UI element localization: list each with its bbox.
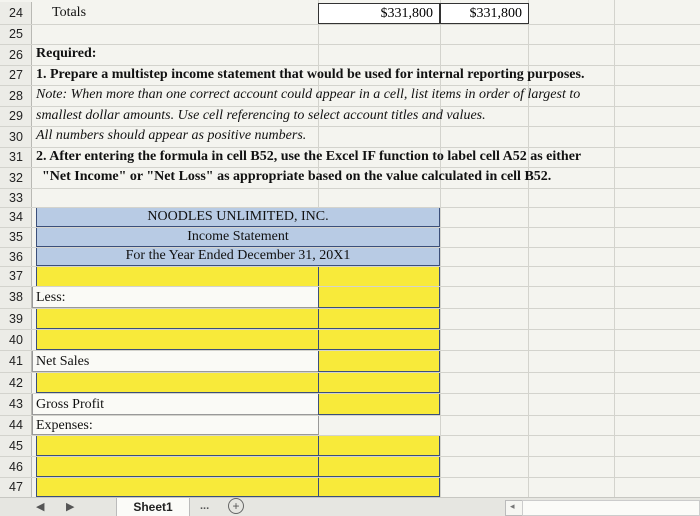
note-line-1[interactable]: Note: When more than one correct account could appear in a cell, list items in order of largest to bbox=[36, 87, 581, 102]
input-cell-b41[interactable] bbox=[318, 350, 440, 372]
row-33[interactable] bbox=[0, 188, 700, 207]
totals-debit-cell[interactable]: $331,800 bbox=[318, 3, 440, 24]
row-divider bbox=[0, 188, 700, 189]
input-cell-b37[interactable] bbox=[318, 266, 440, 287]
row-number[interactable]: 37 bbox=[0, 266, 32, 286]
row-number[interactable]: 41 bbox=[0, 350, 32, 372]
row-35[interactable] bbox=[0, 227, 700, 247]
row-number[interactable]: 32 bbox=[0, 167, 32, 188]
row-number[interactable]: 46 bbox=[0, 456, 32, 477]
row-number[interactable]: 28 bbox=[0, 85, 32, 106]
less-label: Less: bbox=[36, 290, 66, 305]
instruction-1[interactable]: 1. Prepare a multistep income statement that would be used for internal reporting purposes. bbox=[36, 67, 585, 82]
label-cell-a43[interactable] bbox=[32, 393, 319, 415]
input-cell-b47[interactable] bbox=[318, 477, 440, 497]
input-cell-b42[interactable] bbox=[318, 372, 440, 393]
row-number[interactable]: 34 bbox=[0, 207, 32, 227]
row-number[interactable]: 38 bbox=[0, 286, 32, 308]
row-number[interactable]: 26 bbox=[0, 44, 32, 65]
row-34[interactable] bbox=[0, 207, 700, 227]
horizontal-scrollbar[interactable] bbox=[522, 500, 700, 516]
row-number[interactable]: 40 bbox=[0, 329, 32, 350]
chevron-left-icon: ◂ bbox=[510, 501, 515, 511]
label-cell-a38[interactable] bbox=[32, 286, 319, 308]
instruction-2[interactable]: 2. After entering the formula in cell B52, use the Excel IF function to label cell A52 as either bbox=[36, 149, 582, 164]
row-number[interactable]: 31 bbox=[0, 147, 32, 167]
expenses-label: Expenses: bbox=[36, 418, 93, 433]
row-divider bbox=[0, 106, 700, 107]
row-divider bbox=[0, 247, 700, 248]
row-number[interactable]: 25 bbox=[0, 24, 32, 44]
row-divider bbox=[0, 147, 700, 148]
note-line-3[interactable]: All numbers should appear as positive numbers. bbox=[36, 128, 307, 143]
instruction-2-continued[interactable]: "Net Income" or "Net Loss" as appropriate based on the value calculated in cell B52. bbox=[42, 169, 552, 184]
row-number[interactable]: 33 bbox=[0, 188, 32, 207]
row-divider bbox=[0, 24, 700, 25]
label-cell-a41[interactable] bbox=[32, 350, 319, 372]
scroll-left-icon[interactable]: ◀ bbox=[36, 501, 45, 513]
input-cell-b40[interactable] bbox=[318, 329, 440, 350]
row-number[interactable]: 36 bbox=[0, 247, 32, 266]
row-divider bbox=[0, 456, 700, 457]
row-31[interactable] bbox=[0, 147, 700, 167]
row-32[interactable] bbox=[0, 167, 700, 188]
sheet-tab-bar bbox=[0, 497, 700, 516]
row-divider bbox=[0, 393, 700, 394]
scroll-right-icon[interactable]: ▶ bbox=[66, 501, 75, 513]
more-sheets-icon[interactable]: ... bbox=[200, 500, 210, 512]
row-29[interactable] bbox=[0, 106, 700, 126]
row-26[interactable] bbox=[0, 44, 700, 65]
row-25[interactable] bbox=[0, 24, 700, 44]
row-30[interactable] bbox=[0, 126, 700, 147]
row-divider bbox=[0, 207, 700, 208]
required-heading[interactable]: Required: bbox=[36, 46, 97, 61]
input-cell-b43[interactable] bbox=[318, 393, 440, 415]
row-divider bbox=[0, 477, 700, 478]
row-number[interactable]: 30 bbox=[0, 126, 32, 147]
input-cell-b45[interactable] bbox=[318, 435, 440, 456]
input-cell-b39[interactable] bbox=[318, 308, 440, 329]
row-number[interactable]: 44 bbox=[0, 415, 32, 435]
row-number[interactable]: 45 bbox=[0, 435, 32, 456]
input-cell-a37[interactable] bbox=[36, 266, 319, 287]
row-number[interactable]: 39 bbox=[0, 308, 32, 329]
row-divider bbox=[0, 350, 700, 351]
input-cell-a45[interactable] bbox=[36, 435, 319, 456]
statement-title: Income Statement bbox=[187, 229, 289, 244]
row-divider bbox=[0, 329, 700, 330]
input-cell-a40[interactable] bbox=[36, 329, 319, 350]
statement-period: For the Year Ended December 31, 20X1 bbox=[125, 248, 351, 263]
row-divider bbox=[0, 126, 700, 127]
row-24[interactable] bbox=[0, 2, 700, 24]
row-divider bbox=[0, 286, 700, 287]
input-cell-a39[interactable] bbox=[36, 308, 319, 329]
input-cell-a46[interactable] bbox=[36, 456, 319, 477]
row-divider bbox=[0, 65, 700, 66]
input-cell-a42[interactable] bbox=[36, 372, 319, 393]
input-cell-b46[interactable] bbox=[318, 456, 440, 477]
row-number[interactable]: 47 bbox=[0, 477, 32, 497]
row-divider bbox=[0, 415, 700, 416]
row-divider bbox=[0, 308, 700, 309]
note-line-2[interactable]: smallest dollar amounts. Use cell referencing to select account titles and values. bbox=[36, 108, 486, 123]
sheet-tab-sheet1[interactable]: Sheet1 bbox=[116, 498, 190, 516]
row-divider bbox=[0, 44, 700, 45]
row-divider bbox=[0, 85, 700, 86]
label-cell-a44[interactable] bbox=[32, 415, 319, 435]
row-28[interactable] bbox=[0, 85, 700, 106]
input-cell-b38[interactable] bbox=[318, 286, 440, 308]
row-divider bbox=[0, 266, 700, 267]
gross-profit-label: Gross Profit bbox=[36, 397, 105, 412]
row-number[interactable]: 27 bbox=[0, 65, 32, 85]
row-number[interactable]: 43 bbox=[0, 393, 32, 415]
row-27[interactable] bbox=[0, 65, 700, 85]
row-divider bbox=[0, 435, 700, 436]
company-name: NOODLES UNLIMITED, INC. bbox=[147, 209, 329, 224]
row-divider bbox=[0, 167, 700, 168]
input-cell-a47[interactable] bbox=[36, 477, 319, 497]
row-36[interactable] bbox=[0, 247, 700, 266]
horizontal-scroll-left-button[interactable] bbox=[505, 500, 523, 516]
row-divider bbox=[0, 227, 700, 228]
row-number[interactable]: 35 bbox=[0, 227, 32, 247]
row-number[interactable]: 29 bbox=[0, 106, 32, 126]
row-number[interactable]: 42 bbox=[0, 372, 32, 393]
totals-credit-cell[interactable]: $331,800 bbox=[440, 3, 529, 24]
add-sheet-icon[interactable]: + bbox=[228, 498, 244, 514]
row-number[interactable]: 24 bbox=[0, 2, 32, 24]
net-sales-label: Net Sales bbox=[36, 354, 90, 369]
row-divider bbox=[0, 372, 700, 373]
totals-label[interactable]: Totals bbox=[52, 5, 87, 20]
